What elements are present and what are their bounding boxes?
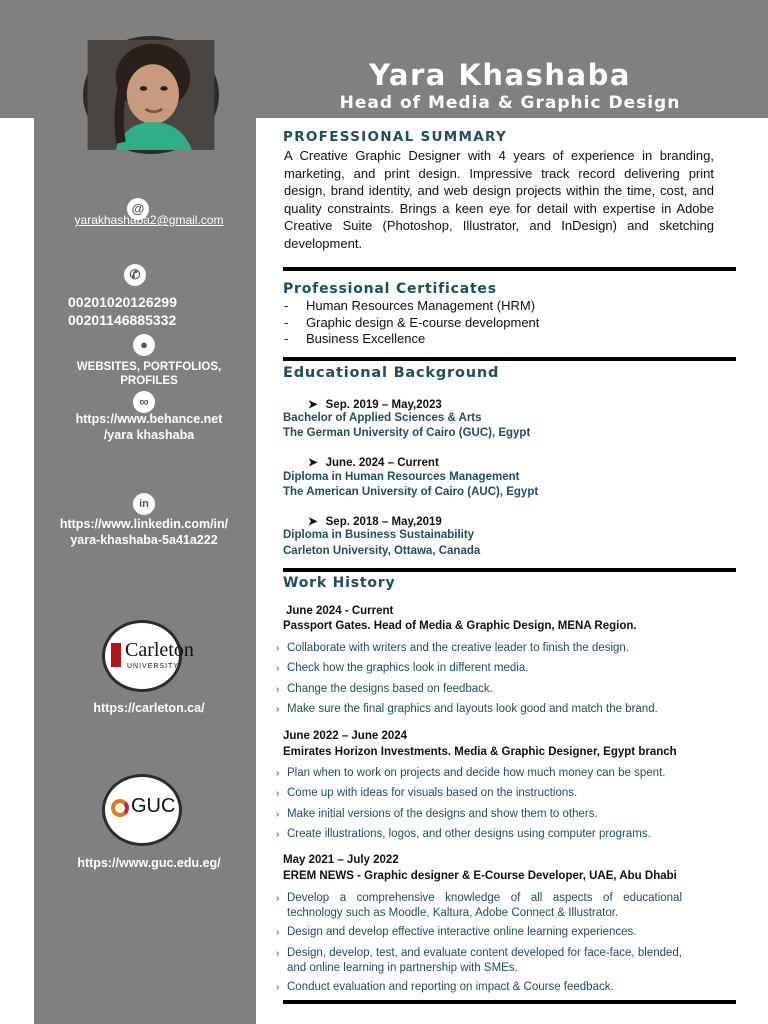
job-bullet xyxy=(276,827,686,842)
guc-logo xyxy=(102,774,182,846)
job-bullet-text: Make initial versions of the designs and show them to others. xyxy=(287,808,598,820)
job-bullet xyxy=(276,702,686,717)
certificate-label: Business Excellence xyxy=(306,331,426,346)
phone-1: 00201020126299 xyxy=(68,294,178,310)
education-date: ➤ Sep. 2018 – May,2019 xyxy=(308,516,442,528)
certificate-item: - Graphic design & E-course development xyxy=(284,315,540,330)
job-bullet xyxy=(276,786,686,801)
linkedin-icon: in xyxy=(133,493,155,515)
certificate-label: Human Resources Management (HRM) xyxy=(306,298,536,313)
behance-link-line-2[interactable]: /yara khashaba xyxy=(103,428,195,442)
guc-logo-text: GUC xyxy=(131,795,176,817)
job-bullet xyxy=(276,946,686,976)
at-icon: @ xyxy=(127,198,149,220)
summary-heading: PROFESSIONAL SUMMARY xyxy=(283,129,508,145)
education-date: ➤ Sep. 2019 – May,2023 xyxy=(308,399,442,411)
education-date-text: Sep. 2019 – May,2023 xyxy=(325,399,442,411)
education-school: Carleton University, Ottawa, Canada xyxy=(283,545,481,557)
divider xyxy=(283,267,736,271)
job-bullet xyxy=(276,891,686,921)
divider xyxy=(283,1000,736,1004)
chevron-right-icon: › xyxy=(276,893,280,904)
link-icon: ∞ xyxy=(133,391,155,413)
education-school: The German University of Cairo (GUC), Egypt xyxy=(283,427,531,439)
carleton-logo-text: Carleton xyxy=(125,639,194,661)
job-role: Passport Gates. Head of Media & Graphic Design, MENA Region. xyxy=(283,620,637,632)
email-link[interactable]: yarakhashaba2@gmail.com xyxy=(74,213,224,227)
job-bullet xyxy=(276,661,686,676)
job-bullet xyxy=(276,925,686,940)
chevron-right-icon: › xyxy=(276,663,280,674)
behance-link-line-1[interactable]: https://www.behance.net xyxy=(75,412,223,426)
certificate-label: Graphic design & E-course development xyxy=(306,315,540,330)
websites-heading-line-1: WEBSITES, PORTFOLIOS, xyxy=(76,361,222,373)
job-bullet-text: Design and develop effective interactive online learning experiences. xyxy=(287,926,637,938)
job-bullet xyxy=(276,682,686,697)
education-degree: Diploma in Human Resources Management xyxy=(283,471,520,483)
chevron-right-icon: › xyxy=(276,829,280,840)
phone-numbers xyxy=(68,293,248,329)
certificates-heading: Professional Certificates xyxy=(283,281,497,297)
phone-2: 00201146885332 xyxy=(68,312,177,328)
linkedin-link-line-1[interactable]: https://www.linkedin.com/in/ xyxy=(59,517,229,531)
job-bullet-text: Change the designs based on feedback. xyxy=(287,683,493,695)
job-bullet-text: Plan when to work on projects and decide how much money can be spent. xyxy=(287,767,666,779)
behance-link[interactable] xyxy=(44,411,254,443)
job-bullet-text: Make sure the final graphics and layouts look good and match the brand. xyxy=(287,703,658,715)
job-bullet-text: Check how the graphics look in different media. xyxy=(287,662,529,674)
job-bullet xyxy=(276,641,686,656)
carleton-url[interactable]: https://carleton.ca/ xyxy=(93,701,205,715)
job-bullet-text: Conduct evaluation and reporting on impact & Course feedback. xyxy=(287,981,614,993)
education-date-text: Sep. 2018 – May,2019 xyxy=(325,516,442,528)
phone-icon: ✆ xyxy=(124,264,146,286)
work-heading: Work History xyxy=(283,575,396,591)
certificate-item: - Business Excellence xyxy=(284,331,426,346)
education-degree: Diploma in Business Sustainability xyxy=(283,529,475,541)
linkedin-link[interactable] xyxy=(40,516,248,548)
divider xyxy=(283,568,736,572)
guc-swirl-icon xyxy=(111,799,129,817)
location-pin-icon: ● xyxy=(133,334,155,356)
job-date: June 2022 – June 2024 xyxy=(283,730,408,742)
education-degree: Bachelor of Applied Sciences & Arts xyxy=(283,412,482,424)
chevron-right-icon: › xyxy=(276,643,280,654)
linkedin-link-line-2[interactable]: yara-khashaba-5a41a222 xyxy=(70,533,218,547)
job-bullet-text: Come up with ideas for visuals based on the instructions. xyxy=(287,787,578,799)
education-date-text: June. 2024 – Current xyxy=(325,457,439,469)
education-school: The American University of Cairo (AUC), Egypt xyxy=(283,486,539,498)
job-role: EREM NEWS - Graphic designer & E-Course Developer, UAE, Abu Dhabi xyxy=(283,870,677,882)
chevron-right-icon: › xyxy=(276,768,280,779)
education-date: ➤ June. 2024 – Current xyxy=(308,457,439,469)
job-bullet xyxy=(276,807,686,822)
carleton-logo-subtext: UNIVERSITY xyxy=(127,663,180,670)
chevron-right-icon: › xyxy=(276,704,280,715)
chevron-right-icon: › xyxy=(276,809,280,820)
job-role: Emirates Horizon Investments. Media & Graphic Designer, Egypt branch xyxy=(283,746,677,758)
websites-heading xyxy=(44,360,254,388)
chevron-right-icon: › xyxy=(276,788,280,799)
job-bullet-text: Develop a comprehensive knowledge of all aspects of educational technology such as Moodle, Kaltura, Adobe Connect & Illustrator. xyxy=(287,892,682,919)
websites-heading-line-2: PROFILES xyxy=(120,375,178,387)
education-heading: Educational Background xyxy=(283,365,500,381)
candidate-title: Head of Media & Graphic Design xyxy=(339,93,681,113)
guc-url[interactable]: https://www.guc.edu.eg/ xyxy=(77,856,221,870)
certificate-item: - Human Resources Management (HRM) xyxy=(284,298,536,313)
job-bullet xyxy=(276,980,686,995)
job-bullet-text: Create illustrations, logos, and other designs using computer programs. xyxy=(287,828,651,840)
carleton-logo xyxy=(102,620,194,692)
divider xyxy=(283,357,736,361)
profile-photo-illustration xyxy=(87,40,215,150)
chevron-right-icon: › xyxy=(276,927,280,938)
job-bullet-text: Design, develop, test, and evaluate content developed for face-face, blended, and online learning in partnership with SMEs. xyxy=(287,947,682,974)
chevron-right-icon: › xyxy=(276,982,280,993)
job-bullet xyxy=(276,766,686,781)
chevron-right-icon: › xyxy=(276,948,280,959)
candidate-name: Yara Khashaba xyxy=(369,58,631,92)
job-date: May 2021 – July 2022 xyxy=(283,854,399,866)
chevron-right-icon: › xyxy=(276,684,280,695)
job-date: June 2024 - Current xyxy=(286,605,394,617)
summary-text: A Creative Graphic Designer with 4 years of experience in branding, marketing, and print design. Impressive track record delivering print design, brand identity, and web design projects within the time, cost, and quality constraints. Brings a keen eye for detail with expertise in Adobe Creative Suite (Photoshop, Illustrator, and InDesign) and sketching development. xyxy=(284,148,714,251)
job-bullet-text: Collaborate with writers and the creative leader to finish the design. xyxy=(287,642,629,654)
carleton-shield-icon xyxy=(111,643,121,667)
profile-photo xyxy=(83,36,219,154)
